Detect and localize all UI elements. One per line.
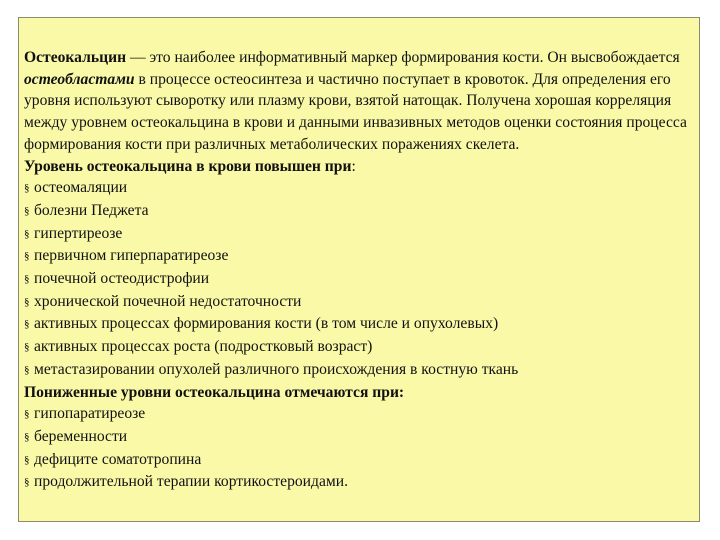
list-item: [24, 223, 700, 246]
list-item: [24, 245, 700, 268]
list-item-text: остеомаляции: [34, 179, 128, 197]
list-item-text: почечной остеодистрофии: [34, 270, 210, 288]
intro-emphasis: остеобластами: [24, 70, 135, 88]
list-item-text: гипертиреозе: [34, 224, 123, 242]
list-item-text: болезни Педжета: [34, 201, 149, 219]
bullet-icon: §: [24, 408, 30, 421]
list-item-text: первичном гиперпаратиреозе: [34, 247, 229, 265]
list-item: [24, 449, 700, 472]
bullet-icon: §: [24, 318, 30, 331]
bullet-icon: §: [24, 430, 30, 443]
bullet-icon: §: [24, 476, 30, 489]
elevated-heading-text: Уровень остеокальцина в крови повышен при: [24, 157, 352, 175]
intro-paragraph: [24, 47, 700, 156]
reduced-heading: [24, 382, 700, 404]
list-item: [24, 313, 700, 336]
bullet-icon: §: [24, 182, 30, 195]
list-item: [24, 426, 700, 449]
bullet-icon: §: [24, 295, 30, 308]
list-item-text: продолжительной терапии кортикостероидами.: [34, 473, 348, 491]
elevated-heading: [24, 156, 700, 178]
list-item: [24, 359, 700, 382]
intro-text-1: — это наиболее информативный маркер формирования кости. Он высвобождается: [126, 49, 680, 66]
list-item-text: беременности: [34, 427, 128, 445]
reduced-heading-text: Пониженные уровни остеокальцина отмечаются при:: [24, 383, 405, 401]
list-item: [24, 336, 700, 359]
list-item-text: активных процессах роста (подростковый возраст): [34, 338, 373, 356]
bullet-icon: §: [24, 453, 30, 466]
bullet-icon: §: [24, 363, 30, 376]
bullet-icon: §: [24, 250, 30, 263]
list-item-text: активных процессах формирования кости (в том числе и опухолевых): [34, 315, 499, 333]
list-item: [24, 268, 700, 291]
list-item-text: хронической почечной недостаточности: [34, 292, 302, 310]
list-item-text: дефиците соматотропина: [34, 450, 202, 468]
list-item: [24, 200, 700, 223]
bullet-icon: §: [24, 273, 30, 286]
intro-text-2: в процессе остеосинтеза и частично поступает в кровоток. Для определения его уровня используют сыворотку или плазму крови, взятой натощак. Получена хорошая корреляция между уровнем остеокальцина в крови и данными инвазивных методов оценки состояния процесса формирования кости при различных метаболических поражениях скелета.: [24, 70, 687, 153]
bullet-icon: §: [24, 227, 30, 240]
list-item: [24, 403, 700, 426]
slide-content: [24, 47, 700, 494]
bullet-icon: §: [24, 204, 30, 217]
elevated-heading-suffix: :: [351, 157, 356, 175]
list-item: [24, 177, 700, 200]
intro-term: Остеокальцин: [24, 49, 127, 66]
list-item: [24, 291, 700, 314]
list-item-text: гипопаратиреозе: [34, 405, 146, 423]
reduced-list: [24, 403, 700, 494]
list-item-text: метастазировании опухолей различного происхождения в костную ткань: [34, 360, 519, 378]
list-item: [24, 471, 700, 494]
elevated-list: [24, 177, 700, 381]
bullet-icon: §: [24, 341, 30, 354]
